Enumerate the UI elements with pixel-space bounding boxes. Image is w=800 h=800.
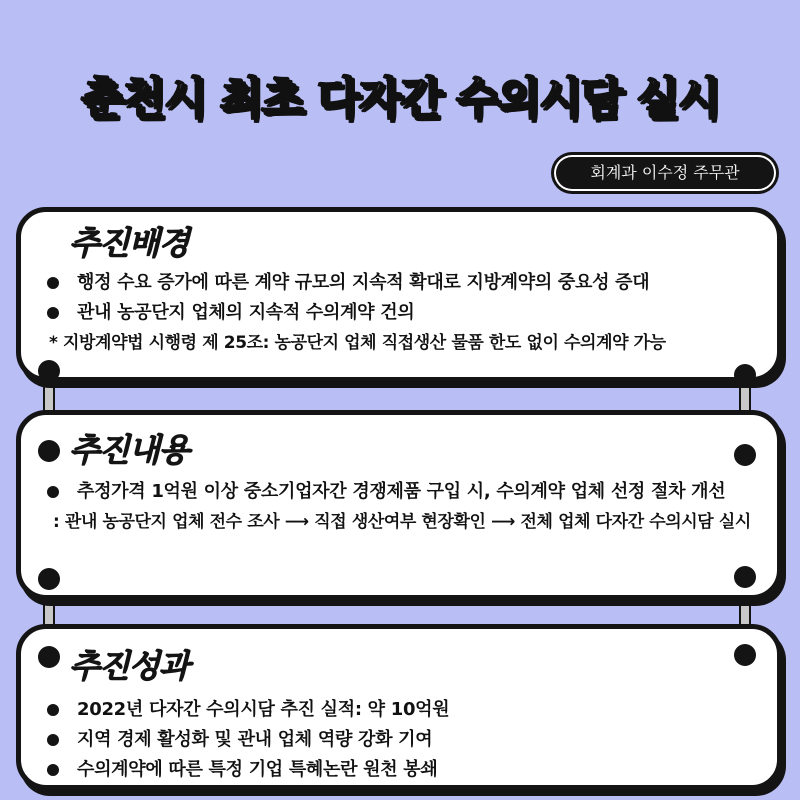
bullet-icon bbox=[47, 764, 59, 776]
list-item-text: 지역 경제 활성화 및 관내 업체 역량 강화 기여 bbox=[77, 729, 433, 750]
section-card-results bbox=[16, 624, 782, 790]
author-badge: 회계과 이수정 주무관 bbox=[554, 155, 776, 191]
list-item-text: 행정 수요 증가에 따른 계약 규모의 지속적 확대로 지방계약의 중요성 증대 bbox=[77, 272, 650, 293]
section-heading: 추진내용 bbox=[69, 431, 189, 469]
section-heading: 추진배경 bbox=[69, 224, 189, 262]
list-item bbox=[41, 755, 767, 785]
page-title: 춘천시 최초 다자간 수의시담 실시 bbox=[80, 73, 720, 124]
list-item-text: 추정가격 1억원 이상 중소기업자간 경쟁제품 구입 시, 수의계약 업체 선정 절차 개선 bbox=[77, 481, 726, 502]
list-item bbox=[41, 725, 767, 755]
list-item bbox=[41, 268, 767, 298]
section-note: * 지방계약법 시행령 제 25조: 농공단지 업체 직접생산 물품 한도 없이 수의계약 가능 bbox=[49, 333, 666, 353]
binder-ring-icon bbox=[38, 646, 60, 668]
binder-ring-icon bbox=[734, 364, 756, 386]
section-card-content bbox=[16, 410, 782, 600]
list-item bbox=[41, 695, 767, 725]
section-heading: 추진성과 bbox=[69, 647, 189, 685]
bullet-icon bbox=[47, 307, 59, 319]
bullet-icon bbox=[47, 734, 59, 746]
binder-ring-icon bbox=[38, 360, 60, 382]
binder-ring-icon bbox=[734, 566, 756, 588]
binder-ring-icon bbox=[38, 440, 60, 462]
list-item bbox=[41, 298, 767, 328]
section-note: : 관내 농공단지 업체 전수 조사 ⟶ 직접 생산여부 현장확인 ⟶ 전체 업체 다자간 수의시담 실시 bbox=[53, 512, 751, 532]
list-item-text: 관내 농공단지 업체의 지속적 수의계약 건의 bbox=[77, 302, 415, 323]
bullet-icon bbox=[47, 486, 59, 498]
binder-ring-icon bbox=[734, 444, 756, 466]
binder-ring-icon bbox=[734, 644, 756, 666]
section-card-background bbox=[16, 207, 782, 382]
binder-ring-icon bbox=[38, 568, 60, 590]
bullet-icon bbox=[47, 704, 59, 716]
list-item-text: 2022년 다자간 수의시담 추진 실적: 약 10억원 bbox=[77, 699, 450, 720]
bullet-icon bbox=[47, 277, 59, 289]
list-item bbox=[41, 477, 767, 507]
list-item-text: 수의계약에 따른 특정 기업 특혜논란 원천 봉쇄 bbox=[77, 759, 438, 780]
